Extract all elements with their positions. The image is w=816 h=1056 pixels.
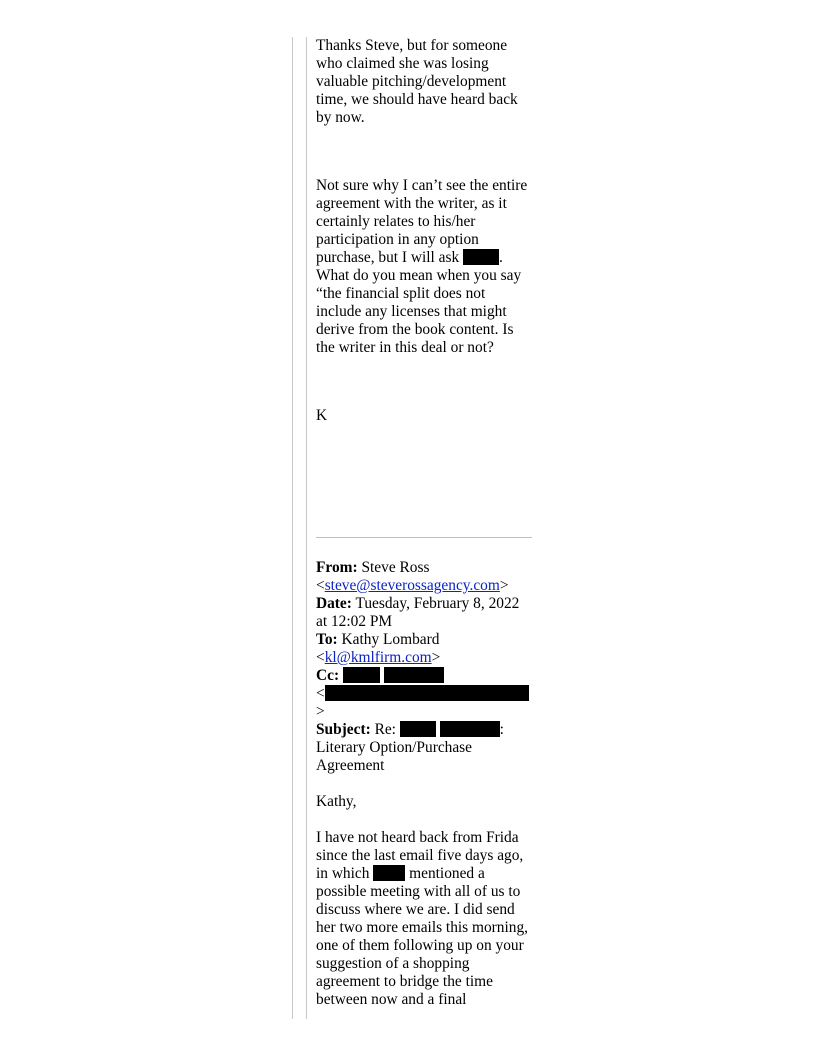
- reply-paragraph-2: [316, 177, 532, 357]
- from-label: From:: [316, 559, 358, 576]
- message-header: [316, 559, 532, 775]
- redaction-box: [373, 865, 405, 881]
- body-paragraph-1: [316, 829, 532, 1009]
- cc-line: [316, 667, 532, 721]
- from-name: Steve Ross: [361, 559, 430, 576]
- quote-rule-inner: [306, 37, 307, 1019]
- date-value: Tuesday, February 8, 2022 at 12:02 PM: [316, 595, 520, 630]
- redaction-box: [343, 667, 380, 683]
- cc-gt: >: [316, 703, 325, 720]
- reply-signature: K: [316, 407, 328, 424]
- to-gt: >: [431, 649, 441, 666]
- reply-paragraph-2-end: . What do you mean when you say “the financial split does not include any licenses that might derive from the book content. Is the writer in this deal or not?: [316, 249, 522, 356]
- to-label: To:: [316, 631, 338, 648]
- body-paragraph-1-end: mentioned a possible meeting with all of us to discuss where we are. I did send her two more emails this morning, one of them following up on your suggestion of a shopping agreement to bridge the time between now and a final: [316, 865, 529, 1008]
- body-greeting: Kathy,: [316, 793, 357, 810]
- subject-colon: :: [499, 721, 504, 738]
- to-lt: <: [316, 649, 325, 666]
- reply-paragraph-1: Thanks Steve, but for someone who claimed she was losing valuable pitching/development time, we should have heard back by now.: [316, 37, 518, 126]
- subject-rest: Literary Option/Purchase Agreement: [316, 739, 472, 774]
- redaction-box: [463, 249, 499, 265]
- email-column: [316, 37, 532, 1009]
- to-email-link[interactable]: kl@kmlfirm.com: [324, 649, 432, 666]
- from-gt: >: [499, 577, 509, 594]
- to-line: [316, 631, 532, 667]
- cc-label: Cc:: [316, 667, 340, 684]
- from-lt: <: [316, 577, 325, 594]
- redaction-box: [440, 721, 500, 737]
- to-name: Kathy Lombard: [341, 631, 440, 648]
- redaction-box: [384, 667, 444, 683]
- body-paragraph-1-start: I have not heard back from Frida since the last email five days ago, in which: [316, 829, 524, 882]
- subject-label: Subject:: [316, 721, 371, 738]
- from-email-link[interactable]: steve@steverossagency.com: [324, 577, 500, 594]
- subject-prefix: Re:: [374, 721, 396, 738]
- message-separator: [316, 537, 532, 538]
- subject-line: [316, 721, 532, 775]
- redaction-box: [325, 685, 529, 701]
- date-line: [316, 595, 532, 631]
- quote-rule-outer: [292, 37, 293, 1019]
- cc-lt: <: [316, 685, 325, 702]
- redaction-box: [400, 721, 436, 737]
- date-label: Date:: [316, 595, 352, 612]
- from-line: [316, 559, 532, 595]
- reply-paragraph-2-start: Not sure why I can’t see the entire agreement with the writer, as it certainly relates to his/her participation in any option purchase, but I will ask: [316, 177, 528, 266]
